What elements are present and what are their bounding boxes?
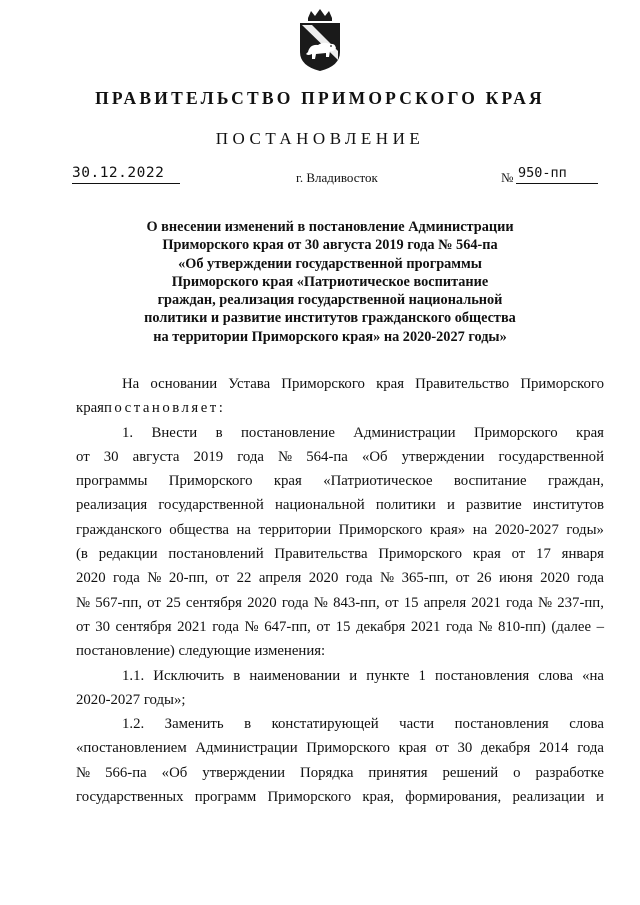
- body-word: формирования,: [405, 789, 502, 806]
- body-line: [76, 664, 604, 688]
- body-word: разработке: [535, 764, 604, 781]
- body-word: 30: [103, 448, 119, 465]
- body-word: 566-па: [105, 764, 147, 781]
- body-word: 30: [95, 618, 110, 635]
- body-word: реализация: [76, 497, 148, 514]
- body-word: 2021: [410, 618, 441, 635]
- body-word: 17: [536, 546, 551, 563]
- body-word: Порядка: [300, 764, 354, 781]
- body-word: №: [244, 618, 259, 635]
- body-word: года: [237, 448, 264, 465]
- body-word: края: [376, 376, 405, 392]
- body-word: декабря: [355, 618, 406, 635]
- body-word: от: [435, 740, 449, 757]
- body-word: декабря: [480, 740, 531, 757]
- body-word: Приморского: [267, 789, 352, 806]
- body-word: №: [147, 570, 162, 587]
- number-label: №: [501, 170, 514, 185]
- body-word: от: [384, 594, 399, 611]
- body-word: на: [236, 521, 251, 538]
- body-word: края,: [362, 789, 395, 806]
- body-word: Заменить: [164, 716, 224, 733]
- body-word: 15: [403, 594, 419, 611]
- body-word: апреля: [258, 570, 302, 587]
- body-word: Правительство: [415, 376, 510, 392]
- body-word: слова: [538, 667, 573, 684]
- body-word: года: [577, 740, 604, 757]
- body-word: территории: [258, 521, 332, 538]
- body-word: №: [278, 448, 293, 465]
- body-word: №: [537, 594, 553, 611]
- body-word: 810-пп): [497, 618, 546, 635]
- body-word: редакции: [98, 546, 158, 563]
- body-word: края: [398, 740, 427, 757]
- body-word: о: [513, 764, 521, 781]
- body-word: 2020-2027: [494, 521, 559, 538]
- body-word: политики: [375, 497, 436, 514]
- body-word: постановление: [240, 424, 335, 441]
- body-word: от: [455, 570, 470, 587]
- body-word: 15: [335, 618, 351, 635]
- document-date: 30.12.2022: [72, 164, 180, 184]
- body-word: от: [76, 618, 90, 635]
- body-word: государственной: [498, 448, 604, 465]
- body-word: от: [76, 448, 90, 465]
- body-word: 567-пп,: [95, 594, 142, 611]
- body-word: постановления: [454, 716, 549, 733]
- body-word: сентября: [185, 594, 242, 611]
- body-word: гражданского: [76, 521, 162, 538]
- body-word: части: [399, 716, 435, 733]
- body-word: №: [313, 594, 328, 611]
- body-word: Приморского: [168, 473, 253, 490]
- body-word: «Об: [161, 764, 188, 781]
- body-word: 1.1.: [122, 667, 145, 684]
- body-line: [76, 712, 604, 736]
- body-word: «на: [582, 667, 604, 684]
- body-line: [76, 396, 604, 420]
- body-line: [76, 785, 604, 809]
- body-word: постановления: [435, 667, 530, 684]
- body-word: в: [233, 667, 241, 684]
- body-word: 26: [476, 570, 492, 587]
- body-word: граждан,: [547, 473, 604, 490]
- body-word: На: [122, 376, 140, 392]
- body-word: №: [76, 594, 91, 611]
- body-word: «Об: [361, 448, 388, 465]
- body-word: на: [472, 521, 488, 538]
- body-word: принятия: [368, 764, 428, 781]
- body-word: (далее: [551, 618, 592, 635]
- body-word: утверждении: [202, 764, 286, 781]
- body-word: №: [76, 764, 91, 781]
- body-word: воспитание: [453, 473, 527, 490]
- document-number: 950-пп: [516, 164, 598, 184]
- body-line: [76, 493, 604, 517]
- body-word: Приморского: [378, 546, 463, 563]
- body-word: края»: [429, 521, 466, 538]
- body-word: края: [273, 473, 302, 490]
- body-word: от: [316, 618, 331, 635]
- body-word: государственной: [158, 497, 264, 514]
- decree-word: постановляет:: [103, 400, 226, 417]
- body-word: от: [215, 570, 230, 587]
- body-word: 365-пп,: [401, 570, 449, 587]
- primorsky-coat-of-arms-icon: [296, 8, 344, 72]
- body-word: и: [596, 789, 604, 806]
- body-word: Приморского: [306, 740, 390, 757]
- body-word: Правительства: [274, 546, 368, 563]
- body-line: [76, 736, 604, 760]
- body-word: 2020: [308, 570, 339, 587]
- body-word: Исключить: [153, 667, 225, 684]
- body-word: 2019: [193, 448, 224, 465]
- body-word: годы»: [566, 521, 604, 538]
- body-word: 30: [457, 740, 473, 757]
- body-word: года: [445, 618, 473, 635]
- body-word: апреля: [423, 594, 467, 611]
- body-word: края: [576, 424, 604, 441]
- body-word: в: [244, 716, 252, 733]
- body-word: Приморского: [281, 376, 365, 392]
- body-word: №: [380, 570, 395, 587]
- body-word: 2021: [471, 594, 501, 611]
- body-word: 2020: [76, 570, 106, 587]
- body-line: [76, 469, 604, 493]
- body-word: 1.: [122, 424, 134, 441]
- body-word: №: [478, 618, 493, 635]
- body-line: [76, 372, 604, 396]
- title-line: граждан, реализация государственной национальной: [157, 292, 503, 309]
- body-line: [76, 688, 604, 712]
- body-word: утверждении: [401, 448, 485, 465]
- body-line: [76, 566, 604, 590]
- body-word: года: [577, 570, 604, 587]
- body-word: августа: [132, 448, 180, 465]
- body-word: Администрации: [353, 424, 456, 441]
- body-word: 25: [165, 594, 181, 611]
- body-word: Приморского: [473, 424, 558, 441]
- body-text: постановление) следующие изменения:: [76, 643, 326, 660]
- body-word: года: [506, 594, 533, 611]
- body-line: [76, 761, 604, 785]
- body-word: основании: [150, 376, 218, 392]
- body-word: от: [511, 546, 526, 563]
- body-word: государственных: [76, 789, 184, 806]
- title-line: Приморского края «Патриотическое воспитание: [171, 273, 489, 290]
- body-word: (в: [76, 546, 88, 563]
- body-word: институтов: [532, 497, 604, 514]
- title-line: «Об утверждении государственной программы: [178, 255, 482, 272]
- body-word: наименовании: [249, 667, 341, 684]
- government-title: ПРАВИТЕЛЬСТВО ПРИМОРСКОГО КРАЯ: [95, 88, 545, 108]
- body-word: 1.2.: [122, 716, 145, 733]
- document-title: [120, 218, 540, 346]
- body-line: [76, 591, 604, 615]
- body-word: 843-пп,: [333, 594, 380, 611]
- body-word: решений: [442, 764, 499, 781]
- body-word: констатирующей: [271, 716, 379, 733]
- body-line: [76, 421, 604, 445]
- body-word: 1: [418, 667, 426, 684]
- body-word: 237-пп,: [557, 594, 604, 611]
- body-word: от: [147, 594, 161, 611]
- body-word: развитие: [466, 497, 522, 514]
- body-line: [76, 542, 604, 566]
- body-word: года: [212, 618, 240, 635]
- body-word: реализации: [512, 789, 585, 806]
- body-line: [76, 615, 604, 639]
- body-word: и: [446, 497, 455, 514]
- body-word: 647-пп,: [264, 618, 311, 635]
- body-word: 564-па: [306, 448, 348, 465]
- title-line: Приморского края от 30 августа 2019 года № 564-па: [162, 237, 498, 254]
- body-word: национальной: [274, 497, 365, 514]
- body-word: Администрации: [195, 740, 298, 757]
- body-word: января: [561, 546, 604, 563]
- body-word: года: [113, 570, 140, 587]
- document-place: г. Владивосток: [296, 170, 378, 185]
- body-word: Устава: [228, 376, 271, 392]
- body-text: 2020-2027 годы»;: [76, 691, 186, 708]
- body-text: края: [76, 400, 104, 417]
- body-word: сентября: [115, 618, 172, 635]
- body-word: 2021: [177, 618, 207, 635]
- body-word: 2020: [247, 594, 277, 611]
- body-word: «постановлением: [76, 740, 187, 757]
- title-line: политики и развитие институтов гражданского общества: [144, 310, 516, 327]
- body-word: июня: [499, 570, 533, 587]
- body-word: «Патриотическое: [323, 473, 433, 490]
- body-word: 20-пп,: [168, 570, 209, 587]
- body-word: 22: [236, 570, 252, 587]
- body-word: 2014: [538, 740, 569, 757]
- body-word: Приморского: [520, 376, 604, 392]
- body-word: 2020: [540, 570, 570, 587]
- document-type: ПОСТАНОВЛЕНИЕ: [215, 129, 425, 148]
- body-word: Внести: [151, 424, 198, 441]
- body-word: программ: [194, 789, 257, 806]
- document-body: [76, 372, 604, 809]
- body-word: края: [472, 546, 501, 563]
- body-word: в: [215, 424, 223, 441]
- body-word: и: [349, 667, 358, 684]
- body-word: программы: [76, 473, 148, 490]
- body-line: [76, 639, 604, 663]
- body-word: общества: [169, 521, 229, 538]
- body-word: Приморского: [338, 521, 423, 538]
- body-word: пункте: [366, 667, 410, 684]
- body-line: [76, 518, 604, 542]
- body-word: слова: [569, 716, 604, 733]
- title-line: на территории Приморского края» на 2020-2027 годы»: [153, 328, 507, 345]
- body-word: года: [281, 594, 309, 611]
- body-line: [76, 445, 604, 469]
- body-word: года: [345, 570, 373, 587]
- title-line: О внесении изменений в постановление Администрации: [146, 219, 514, 235]
- body-word: постановлений: [168, 546, 264, 563]
- body-word: –: [596, 618, 604, 635]
